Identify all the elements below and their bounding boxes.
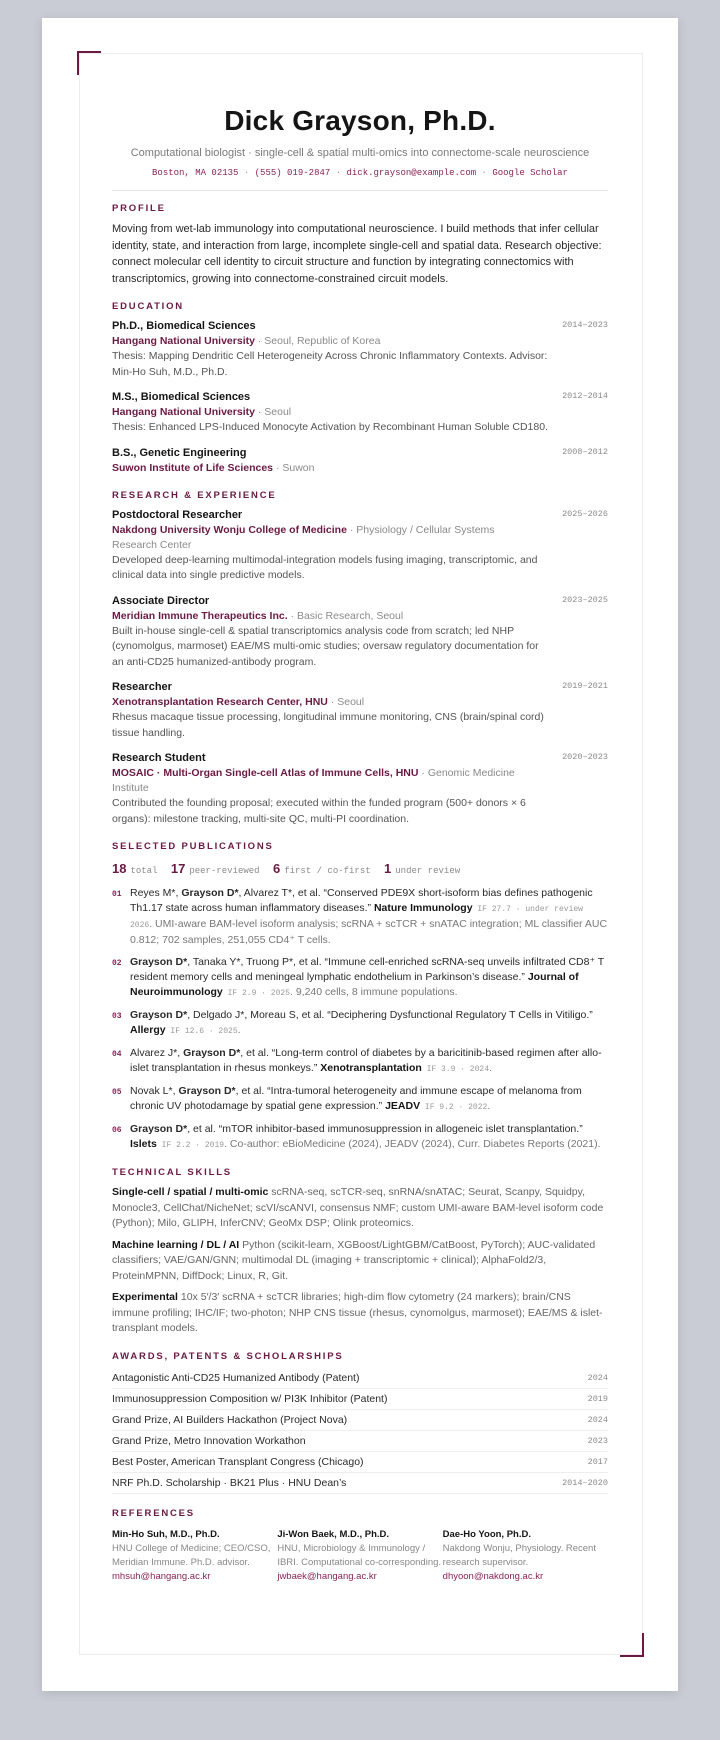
publication-number: 04	[112, 1050, 122, 1059]
award-year: 2024	[587, 1372, 608, 1383]
award-name: Grand Prize, AI Builders Hackathon (Project Nova)	[112, 1413, 348, 1426]
section-heading-references: REFERENCES	[112, 1507, 195, 1519]
publication-number: 02	[112, 959, 122, 968]
corner-ornament-top-left	[77, 51, 101, 75]
publication-impact: IF 12.6 · 2025	[165, 1027, 238, 1036]
organization-name: Nakdong University Wonju College of Medicine	[112, 523, 347, 536]
entry-description: Rhesus macaque tissue processing, longitudinal immune monitoring, CNS (brain/spinal cord) tissue handling.	[112, 711, 544, 739]
entry-organization	[112, 523, 542, 553]
entry-organization	[112, 609, 542, 624]
organization-location: · Seoul	[327, 696, 365, 708]
entry-description: Developed deep-learning multimodal-integration models fusing imaging, transcriptomic, and clinical data into single predictive models.	[112, 553, 538, 581]
award-name: Immunosuppression Composition w/ PI3K Inhibitor (Patent)	[112, 1392, 388, 1405]
edu-entry	[112, 319, 608, 380]
organization-location: · Physiology / Cellular Systems Research Center	[112, 523, 495, 551]
publication-author-self: Grayson D*	[181, 887, 239, 899]
section-heading-research: RESEARCH & EXPERIENCE	[112, 489, 277, 501]
publication-title: , Tanaka Y*, Truong P*, et al. “Immune cell-enriched scRNA-seq unveils infiltrated CD8⁺ T resident memory cells and meningeal lymphatic endothelium in Parkinson’s disease.”	[130, 956, 604, 983]
stat-first-count: 6	[272, 861, 281, 876]
award-year: 2024	[587, 1414, 608, 1425]
award-name: Antagonistic Anti-CD25 Humanized Antibody (Patent)	[112, 1371, 360, 1384]
entry-organization	[112, 695, 542, 710]
reference-name: Ji-Won Baek, M.D., Ph.D.	[277, 1528, 390, 1540]
publication-journal: Islets	[130, 1138, 157, 1150]
entry-organization	[112, 766, 542, 796]
publication-item	[112, 1046, 608, 1077]
res-entry	[112, 594, 608, 671]
tagline: Computational biologist · single-cell & spatial multi-omics into connectome-scale neuroscience	[130, 147, 590, 159]
organization-name: Hangang National University	[112, 335, 255, 347]
stat-review-label: under review	[395, 866, 461, 876]
publication-impact: IF 3.9 · 2024	[421, 1065, 489, 1074]
award-item	[112, 1389, 608, 1410]
publication-authors-pre: Alvarez J*,	[130, 1047, 184, 1059]
publication-number: 05	[112, 1088, 122, 1097]
award-item	[112, 1368, 608, 1389]
publication-author-self: Grayson D*	[178, 1085, 236, 1097]
publication-stats	[112, 861, 608, 879]
research-list	[112, 508, 608, 828]
skill-group	[112, 1185, 608, 1232]
entry-date: 2008–2012	[562, 446, 608, 457]
resume-content	[112, 84, 608, 1584]
publication-impact: IF 2.9 · 2025	[222, 989, 290, 998]
section-heading-publications: SELECTED PUBLICATIONS	[112, 841, 274, 852]
publication-number: 01	[112, 890, 122, 899]
entry-title: Ph.D., Biomedical Sciences	[112, 320, 256, 332]
publication-item	[112, 1122, 608, 1153]
publication-note: .	[489, 1062, 492, 1074]
entry-date: 2014–2023	[562, 320, 608, 330]
award-name: Grand Prize, Metro Innovation Workathon	[112, 1434, 306, 1447]
organization-name: Xenotransplantation Research Center, HNU	[112, 696, 328, 708]
publication-journal: Nature Immunology	[373, 902, 473, 914]
reference-affiliation: HNU College of Medicine; CEO/CSO, Meridian Immune. Ph.D. advisor.	[112, 1542, 271, 1568]
publication-title: , et al. “Long-term control of diabetes by a baricitinib-based regimen after allo-islet transplantation in rhesus monkeys.”	[130, 1047, 602, 1074]
award-year: 2019	[587, 1393, 608, 1404]
scholar-link[interactable]: Google Scholar	[492, 168, 568, 178]
res-entry	[112, 751, 608, 827]
award-name: Best Poster, American Transplant Congress (Chicago)	[112, 1455, 364, 1468]
entry-title: Researcher	[112, 681, 172, 693]
skill-label: Machine learning / DL / AI	[112, 1238, 240, 1251]
publication-journal: Allergy	[130, 1024, 166, 1036]
entry-description: Thesis: Mapping Dendritic Cell Heterogeneity Across Chronic Inflammatory Contexts. Advisor: Min-Ho Suh, M.D., Ph.D.	[112, 350, 548, 378]
skill-group	[112, 1238, 608, 1285]
header-divider	[112, 190, 608, 191]
organization-name: Meridian Immune Therapeutics Inc.	[112, 609, 288, 622]
publication-note: .	[237, 1024, 241, 1036]
publication-authors-pre: Reyes M*,	[130, 887, 182, 899]
reference-email-link[interactable]: dhyoon@nakdong.ac.kr	[442, 1570, 544, 1582]
location: Boston, MA 02135	[152, 168, 239, 178]
entry-title: B.S., Genetic Engineering	[112, 446, 247, 459]
entry-organization	[112, 405, 542, 420]
award-item	[112, 1431, 608, 1452]
separator: ·	[243, 168, 250, 178]
section-heading-profile: PROFILE	[112, 203, 166, 214]
reference-email-link[interactable]: mhsuh@hangang.ac.kr	[112, 1570, 211, 1582]
publication-authors-pre: Novak L*,	[130, 1085, 179, 1097]
skill-group	[112, 1290, 608, 1337]
publication-note: . 9,240 cells, 8 immune populations.	[289, 986, 458, 998]
candidate-name: Dick Grayson, Ph.D.	[224, 105, 496, 136]
skill-text: 10x 5′/3′ scRNA + scTCR libraries; high-dim flow cytometry (24 markers); brain/CNS immune profiling; IHC/IF; two-photon; NHP CNS tissue (rhesus, cynomolgus, marmoset); EAE/MS & islet-transplant models.	[112, 1291, 603, 1334]
entry-title: Associate Director	[112, 594, 210, 607]
publication-number: 03	[112, 1012, 122, 1021]
reference-affiliation: Nakdong Wonju, Physiology. Recent research supervisor.	[442, 1542, 596, 1568]
skill-text: scRNA-seq, scTCR-seq, snRNA/snATAC; Seurat, Scanpy, Squidpy, Monocle3, CellChat/NicheNet; scVI/scANVI, consensus NMF; custom UMI-aware BAM-level isoform code (Python); Milo, GLIPH, InferCNV; GeoMx DSP; Olink proteomics.	[112, 1186, 604, 1229]
award-item	[112, 1410, 608, 1431]
entry-description: Thesis: Enhanced LPS-Induced Monocyte Activation by Recombinant Human Soluble CD180.	[112, 421, 548, 433]
publication-note: . Co-author: eBioMedicine (2024), JEADV (2024), Curr. Diabetes Reports (2021).	[224, 1138, 601, 1150]
publication-impact: IF 2.2 · 2019	[156, 1141, 225, 1150]
education-list	[112, 319, 608, 476]
entry-date: 2019–2021	[562, 681, 608, 691]
organization-name: Suwon Institute of Life Sciences	[112, 461, 274, 474]
organization-name: Hangang National University	[112, 406, 255, 418]
reference-item	[112, 1528, 277, 1584]
references-list	[112, 1528, 608, 1584]
skill-label: Single-cell / spatial / multi-omic	[112, 1186, 269, 1198]
award-year: 2023	[587, 1435, 608, 1446]
award-year: 2017	[587, 1456, 608, 1467]
contact-line	[112, 167, 608, 179]
entry-organization	[112, 334, 542, 349]
publication-impact: IF 9.2 · 2022	[420, 1103, 488, 1112]
reference-item	[443, 1528, 608, 1584]
organization-name: MOSAIC · Multi-Organ Single-cell Atlas of Immune Cells, HNU	[112, 767, 419, 779]
organization-location: · Seoul, Republic of Korea	[254, 335, 381, 347]
skills-list	[112, 1185, 608, 1337]
publication-author-self: Grayson D*	[130, 1009, 188, 1021]
skill-text: Python (scikit-learn, XGBoost/LightGBM/CatBoost, PyTorch); AUC-validated classifiers; VAE/GAN/GNN; multimodal DL (imaging + transcriptomic + clinical); AlphaFold2/3, ProteinMPNN, DiffDock; Linux, R, Git.	[112, 1238, 596, 1282]
email-link[interactable]: dick.grayson@example.com	[346, 168, 477, 178]
separator: ·	[335, 168, 342, 178]
publication-author-self: Grayson D*	[130, 956, 188, 968]
publication-item	[112, 1084, 608, 1115]
stat-total-label: total	[130, 866, 158, 876]
reference-name: Dae-Ho Yoon, Ph.D.	[442, 1528, 531, 1540]
section-heading-awards: AWARDS, PATENTS & SCHOLARSHIPS	[112, 1350, 344, 1362]
stat-review-count: 1	[384, 861, 392, 876]
publication-title: , et al. “Intra-tumoral heterogeneity and immune escape of melanoma from chronic UV photodamage by spatial gene expression.”	[130, 1085, 582, 1112]
award-year: 2014–2020	[562, 1477, 608, 1488]
section-heading-skills: TECHNICAL SKILLS	[112, 1167, 232, 1178]
entry-date: 2025–2026	[562, 508, 608, 519]
entry-title: Research Student	[112, 752, 206, 764]
publication-journal: Journal of Neuroimmunology	[130, 971, 579, 998]
publication-number: 06	[112, 1126, 122, 1135]
reference-item	[277, 1528, 442, 1584]
entry-description: Contributed the founding proposal; executed within the funded program (500+ donors × 6 organs): milestone tracking, multi-site QC, multi-PI coordination.	[112, 797, 526, 825]
organization-location: · Suwon	[273, 461, 315, 474]
publication-title: , et al. “mTOR inhibitor-based immunosuppression in allogeneic islet transplantation.”	[187, 1123, 583, 1135]
publication-title: , Delgado J*, Moreau S, et al. “Deciphering Dysfunctional Regulatory T Cells in Vitiligo.”	[187, 1009, 593, 1021]
stat-first-label: first / co-first	[284, 866, 371, 876]
organization-location: · Genomic Medicine Institute	[112, 767, 515, 794]
publication-item	[112, 1008, 608, 1039]
reference-name: Min-Ho Suh, M.D., Ph.D.	[112, 1528, 220, 1540]
stat-peer-count: 17	[170, 861, 186, 876]
publication-note: . UMI-aware BAM-level isoform analysis; scRNA + scTCR + snATAC integration; ML classifier AUC 0.812; 702 samples, 251,055 CD4⁺ T cells.	[130, 918, 608, 946]
section-heading-education: EDUCATION	[112, 301, 184, 312]
skill-label: Experimental	[112, 1291, 178, 1303]
edu-entry	[112, 446, 608, 476]
publication-note: .	[487, 1100, 491, 1112]
publication-author-self: Grayson D*	[130, 1123, 188, 1135]
organization-location: · Basic Research, Seoul	[287, 609, 404, 622]
publication-item	[112, 955, 608, 1001]
award-item	[112, 1452, 608, 1473]
publication-title: , Alvarez T*, et al. “Conserved PDE9X short-isoform bias defines pathogenic Th1.17 state across human inflammatory diseases.”	[130, 887, 593, 914]
separator: ·	[481, 168, 487, 178]
res-entry	[112, 508, 608, 584]
stat-total-count: 18	[112, 861, 127, 876]
organization-location: · Seoul	[254, 406, 292, 418]
publication-item	[112, 886, 608, 948]
corner-ornament-bottom-right	[620, 1633, 644, 1657]
publication-journal: JEADV	[385, 1100, 421, 1112]
entry-date: 2012–2014	[562, 391, 608, 401]
entry-title: Postdoctoral Researcher	[112, 508, 243, 521]
publication-journal: Xenotransplantation	[320, 1062, 422, 1074]
reference-email-link[interactable]: jwbaek@hangang.ac.kr	[277, 1570, 377, 1582]
resume-page	[42, 18, 678, 1691]
profile-text: Moving from wet-lab immunology into computational neuroscience. I build methods that infer cellular identity, state, and interaction from large, incomplete single-cell and spatial data. Research objective: connect molecular cell identity to circuit structure and function by integrating connectomics with transcriptomics, growing into connectome-constrained circuit models.	[112, 223, 602, 285]
entry-date: 2020–2023	[562, 752, 608, 762]
edu-entry	[112, 390, 608, 436]
phone: (555) 019-2847	[254, 168, 331, 178]
publication-list	[112, 886, 608, 1153]
res-entry	[112, 680, 608, 741]
entry-title: M.S., Biomedical Sciences	[112, 391, 251, 403]
publication-author-self: Grayson D*	[183, 1047, 241, 1059]
award-name: NRF Ph.D. Scholarship · BK21 Plus · HNU Dean’s	[112, 1476, 347, 1489]
entry-date: 2023–2025	[562, 594, 608, 605]
reference-affiliation: HNU, Microbiology & Immunology / IBRI. Computational co-corresponding.	[277, 1542, 442, 1568]
entry-description: Built in-house single-cell & spatial transcriptomics analysis code from scratch; led NHP (cynomolgus, marmoset) EAE/MS multi-omic studies; oversaw regulatory documentation for an anti-CD25 humanized-antibody program.	[112, 624, 539, 668]
awards-list	[112, 1368, 608, 1494]
entry-organization	[112, 461, 542, 476]
publication-impact: IF 27.7 · under review 2026	[130, 905, 583, 930]
stat-peer-label: peer-reviewed	[189, 866, 260, 876]
award-item	[112, 1473, 608, 1494]
